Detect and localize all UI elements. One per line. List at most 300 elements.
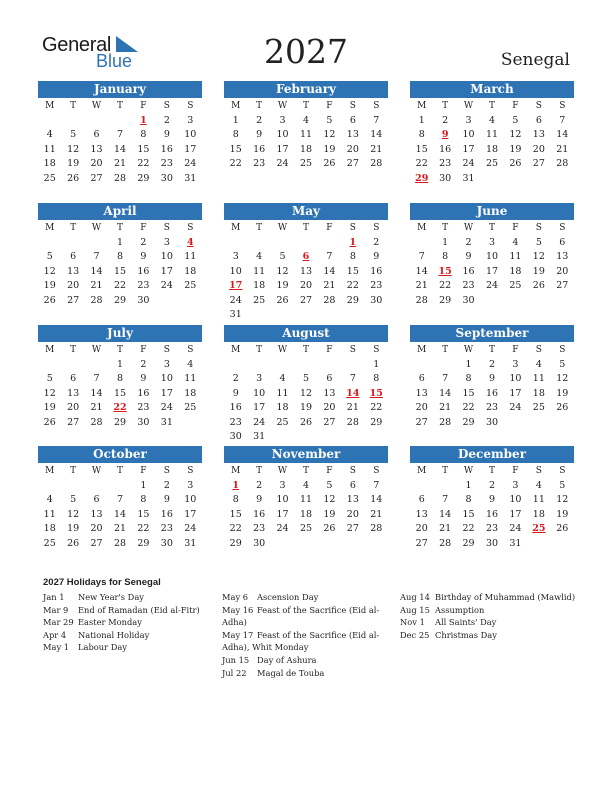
holiday-name: Christmas Day [435, 629, 497, 640]
day: 18 [299, 143, 313, 155]
day: 28 [370, 523, 383, 534]
weekday-header: S [535, 101, 542, 111]
weekday-header: W [91, 101, 102, 111]
day: 26 [323, 523, 336, 534]
day: 6 [349, 479, 356, 491]
holiday-entry [400, 604, 580, 617]
day: 22 [229, 523, 242, 534]
weekday-header: T [256, 223, 263, 233]
day: 23 [439, 158, 452, 169]
weekday-header: S [373, 101, 380, 111]
day: 10 [276, 129, 289, 140]
weekday-header: F [140, 345, 147, 355]
weekday-header: T [70, 101, 77, 111]
weekday-header: F [326, 345, 333, 355]
day: 17 [184, 508, 197, 520]
holiday-name: Labour Day [78, 642, 127, 653]
holiday-name: Feast of the Sacrifice (Eid al- [257, 629, 380, 640]
day: 12 [67, 143, 80, 155]
day: 31 [160, 416, 173, 428]
holiday-entry [222, 654, 392, 667]
day: 8 [232, 494, 239, 505]
holiday-day: 6 [302, 251, 310, 262]
holiday-date: Mar 29 [43, 617, 74, 628]
day: 13 [67, 265, 80, 277]
day: 1 [140, 479, 147, 491]
weekday-header: T [442, 345, 449, 355]
day: 21 [90, 402, 103, 413]
day: 5 [512, 114, 519, 126]
day: 16 [462, 265, 475, 277]
month-november [224, 446, 388, 551]
holiday-date: May 1 [43, 642, 70, 653]
day: 12 [67, 508, 80, 520]
day: 23 [137, 402, 150, 413]
day: 25 [43, 537, 56, 549]
month-header: March [410, 81, 574, 98]
day: 17 [485, 265, 499, 277]
day: 7 [349, 373, 356, 384]
weekday-header: M [45, 466, 55, 476]
day: 25 [43, 172, 56, 184]
empty-day [38, 236, 61, 251]
day: 20 [532, 143, 545, 155]
day: 27 [90, 172, 103, 184]
day: 7 [116, 129, 124, 140]
weekday-header: S [349, 101, 356, 111]
weekday-header: T [488, 223, 495, 233]
day: 16 [160, 143, 173, 155]
empty-day [271, 358, 294, 373]
empty-day [38, 479, 61, 494]
holiday-name: New Year's Day [78, 592, 144, 602]
day: 5 [326, 114, 333, 126]
day: 9 [488, 373, 496, 384]
weekday-header: F [512, 223, 519, 233]
weekday-header: S [187, 345, 194, 355]
day: 29 [137, 172, 150, 184]
holiday-name: End of Ramadan (Eid al-Fitr) [78, 604, 200, 615]
day: 4 [302, 479, 310, 491]
holiday-entry [222, 616, 392, 629]
day: 20 [346, 508, 359, 520]
day: 27 [415, 416, 428, 428]
day: 3 [512, 358, 519, 370]
weekday-header: F [326, 223, 333, 233]
holiday-date: Nov 1 [400, 617, 425, 628]
day: 3 [488, 236, 496, 248]
day: 6 [70, 251, 77, 262]
day: 26 [67, 172, 80, 184]
day: 22 [229, 158, 242, 169]
day: 13 [323, 387, 336, 399]
day: 17 [462, 143, 475, 155]
day: 9 [373, 251, 380, 262]
day: 31 [509, 537, 522, 549]
empty-day [271, 236, 294, 251]
day: 13 [67, 387, 80, 399]
holiday-day: 25 [532, 523, 546, 534]
day: 29 [137, 537, 150, 549]
weekday-header: W [277, 101, 288, 111]
day: 27 [90, 537, 103, 549]
holiday-name: Magal de Touba [257, 667, 325, 678]
holiday-date: Jan 1 [43, 592, 65, 602]
day: 30 [439, 172, 452, 184]
weekday-header: S [187, 466, 194, 476]
month-days-grid [224, 221, 388, 323]
day: 15 [113, 387, 127, 399]
day: 17 [184, 143, 197, 155]
day: 10 [485, 251, 499, 262]
day: 22 [137, 523, 150, 534]
day: 29 [462, 416, 475, 428]
brand-name-part1: General [42, 34, 112, 56]
day: 7 [559, 114, 566, 126]
day: 28 [113, 172, 127, 184]
day: 23 [137, 280, 150, 291]
day: 25 [253, 294, 266, 306]
day: 24 [160, 280, 173, 291]
holiday-name: National Holiday [78, 629, 150, 640]
weekday-header: W [463, 466, 474, 476]
day: 10 [509, 494, 522, 505]
day: 11 [299, 129, 313, 140]
day: 13 [90, 508, 103, 520]
day: 21 [90, 280, 103, 291]
day: 20 [90, 158, 103, 169]
month-days-grid [410, 221, 574, 308]
month-header: July [38, 325, 202, 342]
day: 30 [160, 172, 173, 184]
day: 3 [187, 114, 194, 126]
weekday-header: M [417, 223, 427, 233]
day: 1 [465, 479, 472, 491]
day: 25 [532, 402, 545, 413]
day: 12 [323, 129, 336, 140]
day: 15 [415, 143, 428, 155]
day: 15 [229, 508, 242, 520]
day: 24 [276, 523, 289, 534]
weekday-header: M [417, 345, 427, 355]
day: 2 [163, 114, 170, 126]
weekday-header: S [559, 345, 566, 355]
day: 4 [46, 129, 53, 140]
day: 19 [276, 280, 289, 291]
day: 4 [535, 479, 542, 491]
day: 28 [113, 537, 127, 549]
day: 8 [116, 251, 124, 262]
day: 20 [415, 523, 428, 534]
empty-day [38, 358, 61, 373]
day: 16 [253, 508, 266, 520]
day: 23 [160, 523, 173, 534]
holiday-name: Feast of the Sacrifice (Eid al- [257, 604, 380, 615]
month-days-grid [224, 464, 388, 551]
day: 15 [346, 265, 359, 277]
weekday-header: W [91, 466, 102, 476]
day: 25 [299, 158, 313, 169]
day: 24 [253, 416, 266, 428]
empty-day [294, 236, 317, 251]
day: 21 [415, 280, 428, 291]
day: 2 [488, 358, 496, 370]
day: 16 [370, 265, 383, 277]
day: 11 [184, 251, 197, 262]
day: 20 [323, 402, 336, 413]
day: 11 [253, 265, 266, 277]
day: 1 [232, 114, 239, 126]
weekday-header: T [256, 466, 263, 476]
day: 4 [279, 373, 286, 384]
day: 11 [532, 494, 545, 505]
day: 4 [302, 114, 310, 126]
holiday-name: Day of Ashura [257, 654, 317, 665]
day: 12 [556, 373, 569, 384]
day: 27 [299, 294, 313, 306]
day: 9 [488, 494, 496, 505]
day: 24 [184, 158, 197, 169]
weekday-header: W [463, 101, 474, 111]
day: 7 [93, 251, 100, 262]
empty-day [61, 236, 84, 251]
month-header: February [224, 81, 388, 98]
month-april [38, 203, 202, 308]
day: 26 [67, 537, 80, 549]
day: 6 [326, 373, 333, 384]
weekday-header: F [512, 466, 519, 476]
weekday-header: T [256, 101, 263, 111]
day: 17 [276, 143, 289, 155]
month-days-grid [224, 343, 388, 445]
day: 31 [229, 309, 242, 320]
holiday-entry [43, 616, 213, 629]
day: 21 [113, 158, 127, 169]
day: 5 [535, 236, 542, 248]
day: 2 [256, 114, 263, 126]
weekday-header: M [231, 345, 241, 355]
day: 27 [346, 158, 359, 169]
day: 7 [418, 251, 425, 262]
day: 5 [326, 479, 333, 491]
day: 19 [43, 402, 56, 413]
day: 18 [184, 387, 197, 399]
day: 22 [346, 280, 359, 291]
day: 8 [465, 494, 472, 505]
day: 25 [509, 280, 522, 291]
day: 18 [184, 265, 197, 277]
day: 15 [462, 508, 475, 520]
day: 24 [160, 402, 173, 413]
day: 29 [462, 537, 475, 549]
empty-day [410, 479, 433, 494]
day: 12 [509, 129, 522, 140]
day: 1 [442, 236, 449, 248]
weekday-header: T [302, 101, 309, 111]
day: 27 [556, 280, 569, 291]
day: 22 [462, 523, 475, 534]
day: 14 [370, 129, 383, 140]
day: 11 [299, 494, 313, 505]
day: 8 [140, 129, 147, 140]
day: 11 [276, 387, 289, 399]
day: 22 [415, 158, 428, 169]
holiday-date: Apr 4 [43, 629, 67, 640]
day: 18 [485, 143, 499, 155]
empty-day [108, 479, 131, 494]
month-march [410, 81, 574, 186]
weekday-header: M [231, 101, 241, 111]
weekday-header: S [559, 466, 566, 476]
holiday-day: 9 [441, 129, 449, 140]
day: 20 [90, 523, 103, 534]
holiday-date: Mar 9 [43, 604, 69, 615]
day: 4 [256, 251, 263, 262]
day: 12 [556, 494, 569, 505]
empty-day [85, 479, 108, 494]
day: 24 [485, 280, 499, 291]
day: 26 [556, 402, 569, 413]
day: 28 [415, 294, 428, 306]
day: 23 [485, 402, 499, 413]
weekday-header: F [140, 223, 147, 233]
day: 10 [253, 387, 266, 399]
day: 24 [184, 523, 197, 534]
day: 11 [43, 143, 56, 155]
day: 29 [113, 294, 127, 306]
day: 19 [509, 143, 522, 155]
day: 2 [140, 358, 147, 370]
weekday-header: T [488, 345, 495, 355]
day: 15 [137, 508, 150, 520]
day: 26 [509, 158, 522, 169]
day: 13 [346, 129, 359, 140]
day: 20 [556, 265, 569, 277]
day: 9 [232, 387, 239, 399]
holiday-day: 1 [349, 236, 357, 248]
day: 14 [439, 508, 452, 520]
holiday-date: May 16 [222, 604, 254, 615]
weekday-header: S [187, 223, 194, 233]
holiday-entry [400, 616, 580, 629]
weekday-header: T [302, 466, 309, 476]
empty-day [410, 236, 433, 251]
month-days-grid [38, 221, 202, 308]
weekday-header: S [163, 345, 170, 355]
weekday-header: T [256, 345, 263, 355]
empty-day [85, 236, 108, 251]
day: 13 [346, 494, 359, 505]
day: 26 [276, 294, 289, 306]
country-name: Senegal [500, 50, 570, 70]
holiday-entry [400, 591, 580, 604]
day: 10 [229, 265, 242, 277]
day: 14 [113, 143, 127, 155]
weekday-header: T [488, 101, 495, 111]
day: 23 [370, 280, 383, 291]
day: 14 [439, 387, 452, 399]
month-days-grid [38, 464, 202, 551]
day: 22 [439, 280, 452, 291]
day: 11 [509, 251, 522, 262]
day: 12 [532, 251, 545, 262]
day: 19 [323, 508, 336, 520]
day: 10 [160, 373, 173, 384]
empty-day [247, 236, 270, 251]
holiday-day: 1 [232, 479, 240, 491]
holiday-entry [222, 629, 392, 642]
day: 7 [373, 114, 380, 126]
day: 17 [253, 402, 266, 413]
day: 20 [415, 402, 428, 413]
day: 30 [370, 294, 383, 306]
empty-day [61, 479, 84, 494]
weekday-header: T [70, 345, 77, 355]
day: 25 [299, 523, 313, 534]
day: 30 [160, 537, 173, 549]
day: 2 [140, 236, 147, 248]
day: 5 [559, 479, 566, 491]
day: 16 [160, 508, 173, 520]
weekday-header: T [442, 223, 449, 233]
day: 18 [43, 523, 56, 534]
day: 3 [163, 236, 170, 248]
day: 7 [93, 373, 100, 384]
month-header: December [410, 446, 574, 463]
weekday-header: M [231, 223, 241, 233]
holiday-name: All Saints' Day [435, 617, 497, 628]
day: 3 [232, 251, 239, 262]
holiday-entry [43, 629, 213, 642]
day: 16 [229, 402, 242, 413]
weekday-header: S [373, 466, 380, 476]
day: 6 [535, 114, 542, 126]
day: 6 [559, 236, 566, 248]
day: 31 [462, 172, 475, 184]
day: 5 [302, 373, 310, 384]
weekday-header: W [91, 223, 102, 233]
month-december [410, 446, 574, 551]
holiday-name: Birthday of Muhammad (Mawlid) [435, 592, 576, 602]
day: 21 [556, 143, 569, 155]
day: 11 [532, 373, 545, 384]
empty-day [61, 358, 84, 373]
day: 17 [160, 387, 173, 399]
month-february [224, 81, 388, 172]
day: 11 [43, 508, 56, 520]
weekday-header: S [349, 345, 356, 355]
day: 13 [299, 265, 313, 277]
day: 19 [532, 265, 545, 277]
weekday-header: S [163, 466, 170, 476]
empty-day [85, 114, 108, 129]
day: 30 [229, 431, 242, 442]
day: 14 [415, 265, 428, 277]
weekday-header: T [116, 101, 123, 111]
weekday-header: M [231, 466, 241, 476]
weekday-header: F [326, 466, 333, 476]
weekday-header: S [373, 223, 380, 233]
day: 16 [485, 508, 499, 520]
weekday-header: M [45, 223, 55, 233]
holidays-title: 2027 Holidays for Senegal [43, 577, 161, 588]
day: 29 [113, 416, 127, 428]
day: 15 [137, 143, 150, 155]
empty-day [433, 358, 456, 373]
month-october [38, 446, 202, 551]
holiday-day: 17 [229, 280, 243, 291]
month-header: May [224, 203, 388, 220]
